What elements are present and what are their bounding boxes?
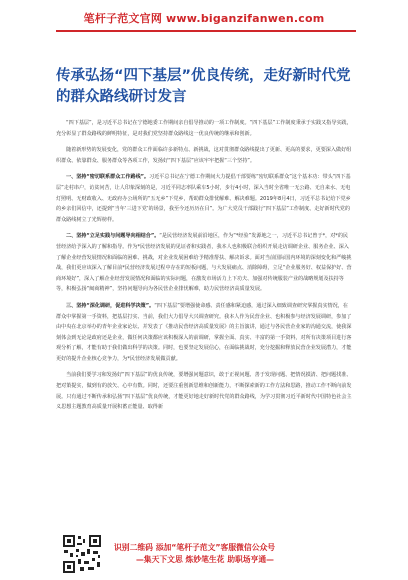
footer-slogan: —集天下文思 炼妙笔生花 助职场亨通— bbox=[136, 555, 274, 564]
section-heading: 一、坚持“密切联系群众工作路线”。 bbox=[66, 174, 150, 181]
paragraph-text: “四下基层”要增强使命感、责任感和紧迫感，通过深入细致调查研究掌握真实情况，在群众中掌握第一手资料，把基层打实、当前，我们大力倡导大兴调查研究。我本人作为民营企业、也积极参与经济发展调研，参加了由中央在北京举办的青年企业家论坛、并发表了《推动民营经济高质量发展》的主旨演讲，通过与各民营企业家的沟通交流，使我深刻体会到无论是政府还是企业，做任何决策都应该积极深入的前调研，掌握全面、真实、丰富的第一手资料，对所有决策项目进行客观分析了解，才能有助于我们做出科学的决策。同时，也要坚定发展信心，在面临挑战时，充分挖掘和释放民营企业发展潜力，才能更好的提升企业核心竞争力，为*民营经济发展做贡献。 bbox=[56, 302, 352, 362]
header-divider bbox=[56, 30, 356, 32]
section-heading: 二、坚持“立足实践与问题导向相结合”。 bbox=[66, 233, 160, 240]
body-paragraph bbox=[56, 370, 352, 412]
body-paragraph bbox=[56, 231, 352, 295]
header-banner: 笔杆子范文官网 www.biganzifanwen.com bbox=[83, 12, 325, 25]
document-title: 传承弘扬“四下基层”优良传统，走好新时代党的群众路线研讨发言 bbox=[56, 68, 351, 105]
qr-code-graphic bbox=[62, 534, 102, 574]
footer bbox=[56, 532, 356, 576]
paragraph-text: “是民营经济发展前沿地区，作为“*经验”发源地之一，习近平总书记曾于*，对*的民营经济给予深入的了解和指导。作为*民营经济发展的见证者和实践者，我本人也积极联合组织开展走访调研企业、服务企业、深入了解企业经营发展情况和面临的困难、挑战，对企业发展困难给予精准帮扶、解决诉求。面对当前国际国内环境的深刻变化和严峻挑战，我们更应该深入了解目前*民营经济发展过程中存在的短板问题，与大发展痛点、消除障碍，立足“企业服务好、权益保护好、营商环境好”，深入了解企业经营发展情况和面临的实际问题，在激发市场活力上下功夫、加强对传统服装产业的战略规划及扶持等等，积极弘扬“闽商精神”，坚持问题导向为各民营企业排忧解难，助力民营经济高质量发展。 bbox=[56, 233, 352, 293]
paragraph-text: 随着新形势的发展变化，党的群众工作面临许多新特点、新挑战，这对贯彻群众路线提出了更新、更高的要求，更要深入做好组织群众、依靠群众、服务群众等各项工作，发扬好“四下基层”应该牢牢把握“三个坚持”。 bbox=[56, 147, 352, 164]
footer-cta: 识别二维码 添加“笔杆子范文”客服微信公众号 bbox=[114, 543, 276, 552]
paragraph-text: 当前我们要学习和发扬好“四下基层”的优良传统，要增强问题意识，敢于正视问题、善于发现问题、把情况摸清、把问题找准、把对策提实，做到有的放矢、心中有数。同时，还要注重创新思维和创新能力，不断探索新的工作方法和思路，推动工作不断向前发展。只有通过不断传承和弘扬“四下基层”优良传统，才能更好地走好新时代党的群众路线，为学习贯彻习近平新时代中国特色社会主义思想主题教育高质量开展积蓄正能量、取得新 bbox=[56, 372, 352, 411]
body-paragraph bbox=[56, 301, 352, 365]
body-paragraph bbox=[56, 172, 352, 225]
body-paragraph bbox=[56, 145, 352, 166]
paragraph-text: 习近平总书记在宁德工作期间大力提倡干部要练“密切联系群众”这个基本功：带头“四下基层”走村串户，访贫问苦，让人印象深刻的是，习近平同志率队乘车5小时，步行4小时，深入当时全省唯一无公路、无自来水、无电灯照明、无财政收入、无政府办公场所的“五无乡”下党乡，帮助群众排忧解难、解决难题。2019年8月4日，习近平总书记给下党乡的乡亲们回信中，还提到“当年‘三进下党’的场景，我至今还历历在目”。为广大党员干部践行“四下基层”工作制度、走好新时代党的群众路线树立了光辉榜样。 bbox=[56, 174, 351, 223]
section-heading: 三、坚持“深化调研，促进科学决策”。 bbox=[66, 302, 155, 309]
paragraph-text: “四下基层”，是习近平总书记在宁德地委工作期间亲自倡导推动的一项工作制度。“四下基层”工作制度秉承于实践又指导实践，充分彰显了群众路线的鲜明特征，是对我们党坚持群众路线这一优良传统的继承和创新。 bbox=[56, 120, 352, 137]
qr-code-icon[interactable] bbox=[62, 534, 102, 574]
document-body bbox=[56, 118, 352, 415]
body-paragraph bbox=[56, 118, 352, 139]
